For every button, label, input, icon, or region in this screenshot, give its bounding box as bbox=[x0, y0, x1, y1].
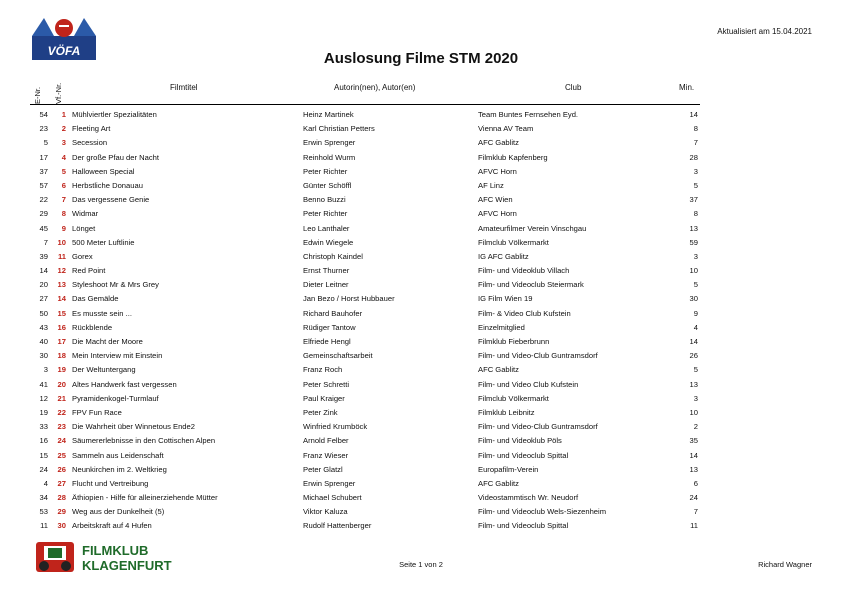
table-row bbox=[0, 165, 842, 179]
cell-min: 6 bbox=[693, 478, 698, 488]
cell-film: Der große Pfau der Nacht bbox=[72, 152, 159, 162]
cell-min: 7 bbox=[693, 507, 698, 517]
table-row bbox=[0, 250, 842, 264]
cell-vfnr: 3 bbox=[61, 138, 66, 148]
cell-film: Die Macht der Moore bbox=[72, 337, 143, 346]
cell-min: 3 bbox=[693, 166, 698, 176]
cell-vfnr: 2 bbox=[61, 124, 66, 134]
cell-club: Filmclub Völkermarkt bbox=[478, 393, 549, 403]
table-row bbox=[0, 122, 842, 136]
header-enr: E-Nr. bbox=[33, 86, 42, 104]
cell-author: Franz Wieser bbox=[303, 450, 349, 460]
cell-author: Arnold Felber bbox=[303, 436, 349, 446]
cell-film: Secession bbox=[72, 138, 108, 148]
cell-enr: 54 bbox=[39, 110, 48, 119]
cell-min: 13 bbox=[689, 379, 698, 389]
cell-enr: 53 bbox=[39, 507, 48, 517]
cell-club: Film- & Video Club Kufstein bbox=[478, 308, 571, 318]
cell-film: Widmar bbox=[72, 209, 99, 219]
cell-vfnr: 13 bbox=[57, 280, 66, 290]
cell-vfnr: 14 bbox=[57, 294, 66, 304]
cell-club: AFC Gablitz bbox=[478, 365, 519, 375]
cell-film: Pyramidenkogel-Turmlauf bbox=[72, 393, 159, 403]
cell-min: 10 bbox=[689, 407, 698, 417]
cell-film: Fleeting Art bbox=[72, 124, 111, 134]
table-row bbox=[0, 349, 842, 363]
cell-author: Elfriede Hengl bbox=[303, 337, 351, 346]
filmklub-logo-line1: FILMKLUB bbox=[82, 543, 149, 558]
cell-vfnr: 18 bbox=[57, 351, 66, 361]
cell-club: AFVC Horn bbox=[478, 209, 517, 219]
cell-min: 5 bbox=[693, 365, 698, 375]
cell-author: Franz Roch bbox=[303, 365, 343, 375]
cell-enr: 23 bbox=[39, 124, 48, 134]
table-row bbox=[0, 363, 842, 377]
cell-film: Halloween Special bbox=[72, 166, 135, 176]
cell-author: Michael Schubert bbox=[303, 493, 362, 503]
cell-vfnr: 12 bbox=[57, 266, 66, 276]
cell-min: 11 bbox=[690, 521, 698, 531]
cell-min: 28 bbox=[689, 152, 698, 162]
cell-enr: 12 bbox=[39, 393, 48, 403]
table-row bbox=[0, 406, 842, 420]
cell-club: Vienna AV Team bbox=[478, 124, 534, 134]
cell-club: AF Linz bbox=[478, 180, 504, 190]
cell-enr: 22 bbox=[39, 195, 48, 205]
table-row bbox=[0, 378, 842, 392]
table-row bbox=[0, 477, 842, 491]
cell-enr: 45 bbox=[39, 223, 48, 233]
cell-min: 2 bbox=[693, 422, 698, 432]
table-row bbox=[0, 491, 842, 505]
cell-club: Amateurfilmer Verein Vinschgau bbox=[478, 223, 587, 233]
cell-club: AFC Gablitz bbox=[478, 138, 519, 148]
cell-author: Peter Schretti bbox=[303, 379, 350, 389]
cell-min: 14 bbox=[689, 110, 698, 119]
cell-vfnr: 19 bbox=[57, 365, 66, 375]
cell-film: Mühlviertler Spezialitäten bbox=[72, 110, 157, 119]
cell-enr: 17 bbox=[39, 152, 48, 162]
cell-min: 59 bbox=[689, 237, 698, 247]
table-row bbox=[0, 264, 842, 278]
table-row bbox=[0, 420, 842, 434]
cell-min: 3 bbox=[693, 393, 698, 403]
filmklub-logo-line2: KLAGENFURT bbox=[82, 558, 172, 573]
cell-author: Heinz Martinek bbox=[303, 110, 354, 119]
cell-author: Erwin Sprenger bbox=[303, 138, 356, 148]
cell-vfnr: 9 bbox=[61, 223, 66, 233]
cell-min: 3 bbox=[693, 251, 698, 261]
cell-film: Herbstliche Donauau bbox=[72, 180, 143, 190]
cell-min: 8 bbox=[693, 124, 698, 134]
cell-vfnr: 21 bbox=[57, 393, 66, 403]
cell-min: 13 bbox=[689, 464, 698, 474]
cell-author: Richard Bauhofer bbox=[303, 308, 363, 318]
cell-vfnr: 26 bbox=[57, 464, 66, 474]
table-row bbox=[0, 449, 842, 463]
table-row bbox=[0, 151, 842, 165]
cell-min: 5 bbox=[693, 180, 698, 190]
cell-author: Dieter Leitner bbox=[303, 280, 349, 290]
cell-vfnr: 16 bbox=[57, 322, 66, 332]
cell-author: Gemeinschaftsarbeit bbox=[303, 351, 373, 361]
cell-club: Film- und Video-Club Guntramsdorf bbox=[478, 351, 598, 361]
cell-min: 35 bbox=[689, 436, 698, 446]
cell-enr: 19 bbox=[39, 407, 48, 417]
cell-enr: 41 bbox=[39, 379, 48, 389]
cell-film: Säumererlebnisse in den Cottischen Alpen bbox=[72, 436, 216, 446]
cell-film: 500 Meter Luftlinie bbox=[72, 237, 135, 247]
table-row bbox=[0, 292, 842, 306]
cell-club: Einzelmitglied bbox=[478, 322, 525, 332]
cell-club: Film- und Video-Club Guntramsdorf bbox=[478, 422, 598, 432]
header-club: Club bbox=[565, 83, 582, 92]
cell-film: Die Wahrheit über Winnetous Ende2 bbox=[72, 422, 195, 432]
cell-author: Peter Glatzl bbox=[303, 464, 343, 474]
cell-club: Film- und Videoclub Wels-Siezenheim bbox=[478, 507, 607, 517]
cell-club: Filmklub Leibnitz bbox=[478, 407, 535, 417]
table-row bbox=[0, 222, 842, 236]
cell-author: Benno Buzzi bbox=[303, 195, 346, 205]
table-row bbox=[0, 321, 842, 335]
cell-enr: 15 bbox=[39, 450, 48, 460]
film-table bbox=[0, 108, 842, 534]
cell-film: Gorex bbox=[72, 251, 93, 261]
header-min: Min. bbox=[679, 83, 695, 92]
cell-film: Neunkirchen im 2. Weltkrieg bbox=[72, 464, 167, 474]
cell-enr: 16 bbox=[39, 436, 48, 446]
cell-film: Sammeln aus Leidenschaft bbox=[72, 450, 164, 460]
cell-enr: 57 bbox=[39, 180, 48, 190]
cell-film: FPV Fun Race bbox=[72, 407, 122, 417]
cell-author: Jan Bezo / Horst Hubbauer bbox=[303, 294, 395, 304]
table-row bbox=[0, 207, 842, 221]
cell-club: IG Film Wien 19 bbox=[478, 294, 533, 304]
cell-club: Film- und Video Club Kufstein bbox=[478, 379, 579, 389]
cell-club: Film- und Videoclub Spittal bbox=[478, 521, 569, 531]
header-vfnr: Vf.-Nr. bbox=[54, 82, 63, 104]
cell-vfnr: 20 bbox=[57, 379, 66, 389]
cell-min: 30 bbox=[689, 294, 698, 304]
cell-min: 4 bbox=[693, 322, 698, 332]
cell-vfnr: 4 bbox=[61, 152, 66, 162]
cell-club: Europafilm-Verein bbox=[478, 464, 539, 474]
cell-min: 14 bbox=[689, 450, 698, 460]
table-row bbox=[0, 193, 842, 207]
cell-club: Filmklub Fieberbrunn bbox=[478, 337, 550, 346]
cell-author: Peter Richter bbox=[303, 166, 348, 176]
header-film: Filmtitel bbox=[170, 83, 198, 92]
cell-min: 24 bbox=[689, 493, 698, 503]
cell-enr: 24 bbox=[39, 464, 48, 474]
cell-club: Film- und Videoklub Pöls bbox=[478, 436, 562, 446]
cell-club: AFC Gablitz bbox=[478, 478, 519, 488]
table-row bbox=[0, 108, 842, 122]
cell-min: 26 bbox=[689, 351, 698, 361]
cell-vfnr: 15 bbox=[57, 308, 66, 318]
cell-vfnr: 22 bbox=[57, 407, 66, 417]
cell-film: Flucht und Vertreibung bbox=[72, 478, 149, 488]
cell-enr: 20 bbox=[39, 280, 48, 290]
table-row bbox=[0, 179, 842, 193]
table-row bbox=[0, 434, 842, 448]
cell-club: Film- und Videoclub Steiermark bbox=[478, 280, 584, 290]
cell-author: Leo Lanthaler bbox=[303, 223, 350, 233]
cell-enr: 43 bbox=[39, 322, 48, 332]
table-row bbox=[0, 307, 842, 321]
cell-enr: 11 bbox=[40, 521, 48, 531]
cell-vfnr: 29 bbox=[57, 507, 66, 517]
cell-enr: 33 bbox=[39, 422, 48, 432]
table-row bbox=[0, 236, 842, 250]
cell-film: Es musste sein ... bbox=[72, 308, 132, 318]
cell-min: 14 bbox=[689, 337, 698, 346]
cell-club: Film- und Videoklub Villach bbox=[478, 266, 570, 276]
cell-enr: 5 bbox=[43, 138, 48, 148]
cell-film: Das vergessene Genie bbox=[72, 195, 150, 205]
cell-vfnr: 10 bbox=[57, 237, 66, 247]
cell-vfnr: 25 bbox=[57, 450, 66, 460]
cell-author: Rudolf Hattenberger bbox=[303, 521, 372, 531]
cell-author: Günter Schöffl bbox=[303, 180, 352, 190]
cell-vfnr: 11 bbox=[57, 251, 66, 261]
table-row bbox=[0, 519, 842, 533]
cell-enr: 14 bbox=[39, 266, 48, 276]
table-row bbox=[0, 136, 842, 150]
cell-min: 37 bbox=[689, 195, 698, 205]
cell-author: Viktor Kaluza bbox=[303, 507, 348, 517]
cell-film: Äthiopien - Hilfe für alleinerziehende Mütter bbox=[72, 493, 218, 503]
cell-vfnr: 27 bbox=[57, 478, 66, 488]
cell-club: AFC Wien bbox=[478, 195, 513, 205]
table-row bbox=[0, 392, 842, 406]
page-number: Seite 1 von 2 bbox=[399, 560, 443, 569]
footer-author: Richard Wagner bbox=[758, 560, 812, 569]
updated-date: Aktualisiert am 15.04.2021 bbox=[717, 27, 812, 36]
cell-author: Erwin Sprenger bbox=[303, 478, 356, 488]
cell-film: Styleshoot Mr & Mrs Grey bbox=[72, 280, 159, 290]
cell-film: Rückblende bbox=[72, 322, 113, 332]
cell-film: Altes Handwerk fast vergessen bbox=[72, 379, 177, 389]
cell-vfnr: 6 bbox=[61, 180, 66, 190]
table-row bbox=[0, 278, 842, 292]
cell-enr: 34 bbox=[39, 493, 48, 503]
cell-enr: 39 bbox=[39, 251, 48, 261]
cell-vfnr: 24 bbox=[57, 436, 66, 446]
header-divider bbox=[30, 104, 700, 105]
table-row bbox=[0, 505, 842, 519]
cell-enr: 3 bbox=[43, 365, 48, 375]
cell-vfnr: 7 bbox=[61, 195, 66, 205]
cell-film: Das Gemälde bbox=[72, 294, 119, 304]
cell-club: Filmklub Kapfenberg bbox=[478, 152, 548, 162]
cell-enr: 37 bbox=[39, 166, 48, 176]
cell-enr: 29 bbox=[39, 209, 48, 219]
cell-min: 5 bbox=[693, 280, 698, 290]
cell-vfnr: 8 bbox=[61, 209, 66, 219]
cell-min: 10 bbox=[689, 266, 698, 276]
cell-enr: 30 bbox=[39, 351, 48, 361]
cell-min: 9 bbox=[693, 308, 698, 318]
cell-author: Rüdiger Tantow bbox=[303, 322, 356, 332]
cell-film: Red Point bbox=[72, 266, 106, 276]
cell-author: Ernst Thurner bbox=[303, 266, 350, 276]
cell-film: Lönget bbox=[72, 223, 96, 233]
cell-vfnr: 30 bbox=[57, 521, 66, 531]
cell-min: 13 bbox=[689, 223, 698, 233]
cell-enr: 7 bbox=[43, 237, 48, 247]
cell-vfnr: 23 bbox=[57, 422, 66, 432]
cell-author: Peter Richter bbox=[303, 209, 348, 219]
cell-vfnr: 1 bbox=[61, 110, 66, 119]
cell-author: Karl Christian Petters bbox=[303, 124, 375, 134]
cell-club: Videostammtisch Wr. Neudorf bbox=[478, 493, 579, 503]
cell-film: Arbeitskraft auf 4 Hufen bbox=[72, 521, 152, 531]
cell-vfnr: 28 bbox=[57, 493, 66, 503]
cell-author: Paul Kraiger bbox=[303, 393, 345, 403]
cell-author: Winfried Krumböck bbox=[303, 422, 368, 432]
cell-enr: 27 bbox=[39, 294, 48, 304]
cell-club: AFVC Horn bbox=[478, 166, 517, 176]
cell-film: Mein Interview mit Einstein bbox=[72, 351, 163, 361]
header-author: Autorin(nen), Autor(en) bbox=[334, 83, 416, 92]
cell-min: 7 bbox=[693, 138, 698, 148]
cell-enr: 50 bbox=[39, 308, 48, 318]
cell-author: Peter Zink bbox=[303, 407, 338, 417]
cell-club: Filmclub Völkermarkt bbox=[478, 237, 549, 247]
table-row bbox=[0, 463, 842, 477]
cell-author: Edwin Wiegele bbox=[303, 237, 354, 247]
voefa-logo-text: VÖFA bbox=[47, 44, 81, 58]
cell-vfnr: 5 bbox=[61, 166, 66, 176]
cell-club: Film- und Videoclub Spittal bbox=[478, 450, 569, 460]
cell-author: Reinhold Wurm bbox=[303, 152, 356, 162]
cell-club: IG AFC Gablitz bbox=[478, 251, 529, 261]
cell-author: Christoph Kaindel bbox=[303, 251, 363, 261]
table-row bbox=[0, 335, 842, 349]
cell-film: Der Weltuntergang bbox=[72, 365, 136, 375]
cell-enr: 40 bbox=[39, 337, 48, 346]
cell-min: 8 bbox=[693, 209, 698, 219]
page-title: Auslosung Filme STM 2020 bbox=[323, 50, 519, 67]
cell-club: Team Buntes Fernsehen Eyd. bbox=[478, 110, 579, 119]
cell-film: Weg aus der Dunkelheit (5) bbox=[72, 507, 165, 517]
cell-enr: 4 bbox=[43, 478, 48, 488]
cell-vfnr: 17 bbox=[57, 337, 66, 346]
